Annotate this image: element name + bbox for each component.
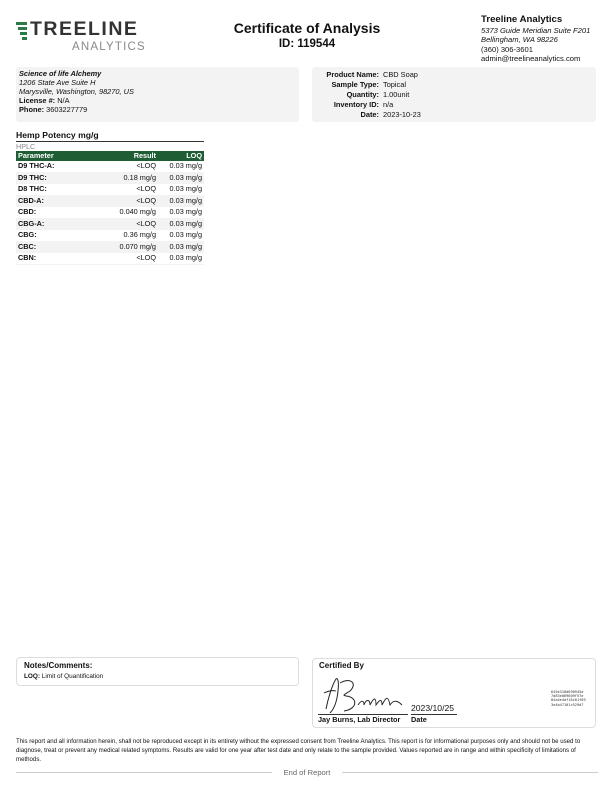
result-cell: 0.36 mg/g (98, 230, 158, 242)
table-row (16, 218, 204, 230)
certified-by-title: Certified By (319, 661, 364, 670)
result-cell: <LOQ (98, 253, 158, 265)
sample-row-product (312, 70, 596, 80)
client-info-box (16, 67, 299, 122)
table-row (16, 195, 204, 207)
potency-method: HPLC (16, 142, 36, 151)
sample-row-inventory (312, 100, 596, 110)
loq-cell: 0.03 mg/g (158, 207, 204, 219)
page-title: Certificate of Analysis (233, 20, 381, 36)
tree-logo-icon (16, 20, 28, 40)
column-header-parameter: Parameter (16, 151, 98, 161)
result-cell: 0.040 mg/g (98, 207, 158, 219)
lab-address-line2: Bellingham, WA 98226 (481, 35, 558, 45)
sample-value: 2023-10-23 (383, 109, 421, 119)
lab-contact (481, 14, 606, 64)
sample-value: Topical (383, 79, 407, 89)
hash-line: 7d83e069609f57e (551, 694, 584, 699)
sample-key: Quantity: (346, 89, 379, 99)
signature-image (318, 669, 414, 717)
sample-value: 1.00unit (383, 89, 410, 99)
loq-cell: 0.03 mg/g (158, 184, 204, 196)
sample-row-quantity (312, 90, 596, 100)
phone-value: 3603227779 (46, 104, 88, 114)
loq-cell: 0.03 mg/g (158, 241, 204, 253)
lab-address-line1: 5373 Guide Meridian Suite F201 (481, 26, 591, 35)
date-label: Date (411, 715, 427, 724)
client-address-line2: Marysville, Washington, 98270, US (19, 86, 134, 96)
lab-email[interactable]: admin@treelineanalytics.com (481, 54, 581, 64)
param-cell: CBN: (16, 253, 98, 265)
table-row (16, 230, 204, 242)
logo-wordmark: TREELINE (30, 18, 139, 40)
column-header-result: Result (98, 151, 158, 161)
column-header-loq: LOQ (158, 151, 204, 161)
lab-phone: (360) 306-3601 (481, 44, 533, 54)
potency-table (16, 151, 204, 265)
hash-line: 645e318d690945a (551, 690, 584, 694)
loq-cell: 0.03 mg/g (158, 230, 204, 242)
client-address-line1: 1206 State Ave Suite H (19, 77, 96, 87)
certification-date: 2023/10/25 (411, 703, 455, 713)
sample-row-date (312, 110, 596, 120)
certification-box (312, 658, 596, 728)
document-id: ID: 119544 (278, 38, 336, 50)
table-header-row (16, 151, 204, 161)
end-divider-left (16, 772, 272, 773)
param-cell: CBC: (16, 241, 98, 253)
param-cell: CBG-A: (16, 218, 98, 230)
disclaimer-text: This report and all information herein, shall not be reproduced except in its entirety without the expressed consent from Treeline Analytics. This report is for informational purposes only and should not be used to diagnose, treat or prevent any medical related symptoms. Results are valid for one year after test date and only relate to the sample provided. Values reported are in range and within specificity of limitations of methods. (16, 738, 581, 763)
signer-name: Jay Burns, Lab Director (318, 715, 401, 724)
loq-cell: 0.03 mg/g (158, 218, 204, 230)
sample-info-box (312, 67, 596, 122)
license-value: N/A (57, 95, 70, 105)
param-cell: D9 THC-A: (16, 161, 98, 172)
hash-line: 84a4e4df16c01f09 (551, 698, 586, 703)
potency-section-title: Hemp Potency mg/g (16, 130, 99, 140)
logo-subtitle: ANALYTICS (72, 41, 146, 53)
param-cell: CBG: (16, 230, 98, 242)
loq-cell: 0.03 mg/g (158, 195, 204, 207)
sample-row-type (312, 80, 596, 90)
table-row (16, 161, 204, 172)
sample-key: Inventory ID: (333, 99, 379, 109)
section-divider (16, 141, 204, 142)
param-cell: CBD: (16, 207, 98, 219)
result-cell: 0.18 mg/g (98, 172, 158, 184)
notes-box (16, 657, 299, 686)
client-name: Science of life Alchemy (19, 69, 102, 78)
result-cell: <LOQ (98, 218, 158, 230)
verification-hash (551, 690, 595, 707)
loq-cell: 0.03 mg/g (158, 172, 204, 184)
sample-key: Product Name: (326, 70, 379, 79)
table-row (16, 184, 204, 196)
sample-key: Date: (360, 109, 379, 119)
notes-title: Notes/Comments: (24, 661, 93, 670)
treeline-logo (16, 18, 146, 58)
notes-term: LOQ: (24, 673, 40, 680)
end-of-report: End of Report (283, 768, 331, 777)
sample-value: CBD Soap (383, 70, 418, 79)
sample-value: n/a (383, 99, 394, 109)
table-row (16, 253, 204, 265)
table-row (16, 172, 204, 184)
sample-key: Sample Type: (331, 79, 379, 89)
lab-name: Treeline Analytics (481, 14, 563, 25)
loq-cell: 0.03 mg/g (158, 161, 204, 172)
param-cell: D9 THC: (16, 172, 98, 184)
table-row (16, 207, 204, 219)
hash-line: 3e4b47101c529d7 (551, 702, 584, 707)
notes-body (24, 673, 291, 680)
client-phone (19, 106, 296, 115)
param-cell: D8 THC: (16, 184, 98, 196)
loq-cell: 0.03 mg/g (158, 253, 204, 265)
notes-definition: Limit of Quantification (41, 673, 104, 680)
result-cell: <LOQ (98, 195, 158, 207)
param-cell: CBD-A: (16, 195, 98, 207)
table-row (16, 241, 204, 253)
result-cell: <LOQ (98, 184, 158, 196)
license-label: License #: (19, 95, 56, 105)
phone-label: Phone: (19, 104, 45, 114)
end-divider-right (342, 772, 598, 773)
result-cell: 0.070 mg/g (98, 241, 158, 253)
result-cell: <LOQ (98, 161, 158, 172)
